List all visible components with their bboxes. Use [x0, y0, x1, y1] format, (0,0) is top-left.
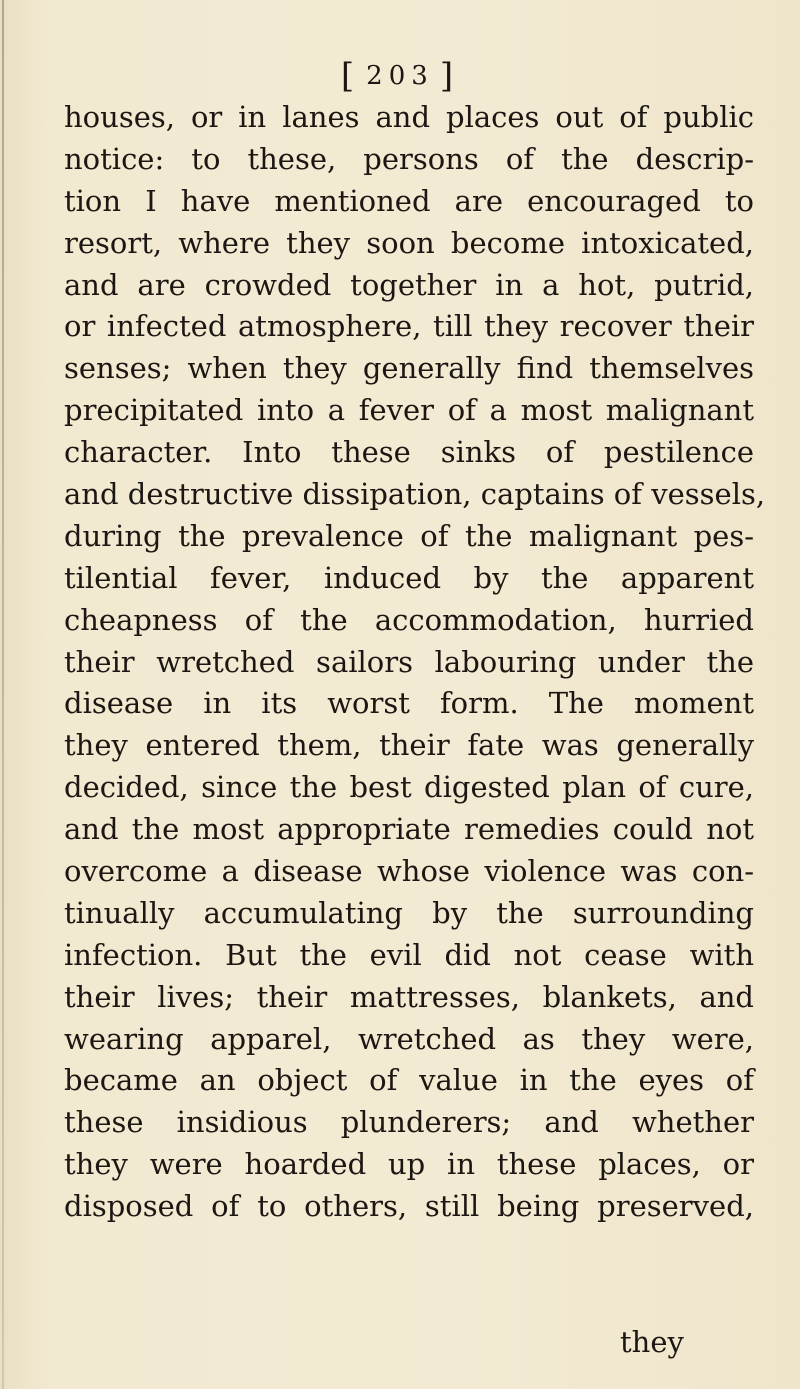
- body-text: [64, 97, 766, 1228]
- text-line: their lives; their mattresses, blankets, and: [64, 979, 754, 1014]
- text-line: infection. But the evil did not cease with: [64, 937, 754, 972]
- text-line: disposed of to others, still being preserved,: [64, 1189, 754, 1224]
- text-line: wearing apparel, wretched as they were,: [64, 1021, 754, 1056]
- text-line: cheapness of the accommodation, hurried: [64, 602, 754, 637]
- page-number: 203: [366, 61, 434, 91]
- text-line: disease in its worst form. The moment: [64, 686, 754, 721]
- catchword: they: [620, 1325, 684, 1359]
- text-line: tion I have mentioned are encouraged to: [64, 183, 754, 218]
- text-line: and are crowded together in a hot, putrid,: [64, 267, 754, 302]
- text-line: notice: to these, persons of the descrip-: [64, 141, 754, 176]
- text-line: their wretched sailors labouring under the: [64, 644, 754, 679]
- bracket-close: ]: [439, 56, 460, 96]
- text-line: became an object of value in the eyes of: [64, 1063, 754, 1098]
- text-line: or infected atmosphere, till they recover their: [64, 309, 754, 344]
- text-line: resort, where they soon become intoxicated,: [64, 225, 754, 260]
- text-line: during the prevalence of the malignant pes-: [64, 518, 754, 553]
- page-gutter-edge: [2, 0, 4, 1389]
- text-line: decided, since the best digested plan of cure,: [64, 770, 754, 805]
- bracket-open: [: [340, 56, 361, 96]
- text-line: they entered them, their fate was generally: [64, 728, 754, 763]
- text-line: precipitated into a fever of a most malignant: [64, 393, 754, 428]
- text-line: houses, or in lanes and places out of public: [64, 100, 754, 134]
- text-line: tilential fever, induced by the apparent: [64, 560, 754, 595]
- text-line: and destructive dissipation, captains of vessels,: [64, 477, 766, 512]
- text-line: tinually accumulating by the surrounding: [64, 895, 754, 930]
- text-line: they were hoarded up in these places, or: [64, 1147, 754, 1182]
- text-line: character. Into these sinks of pestilence: [64, 435, 754, 470]
- text-line: and the most appropriate remedies could not: [64, 812, 754, 847]
- text-line: these insidious plunderers; and whether: [64, 1105, 754, 1140]
- text-line: overcome a disease whose violence was con-: [64, 854, 754, 889]
- text-line: senses; when they generally find themselves: [64, 351, 754, 386]
- page-header: [0, 56, 800, 96]
